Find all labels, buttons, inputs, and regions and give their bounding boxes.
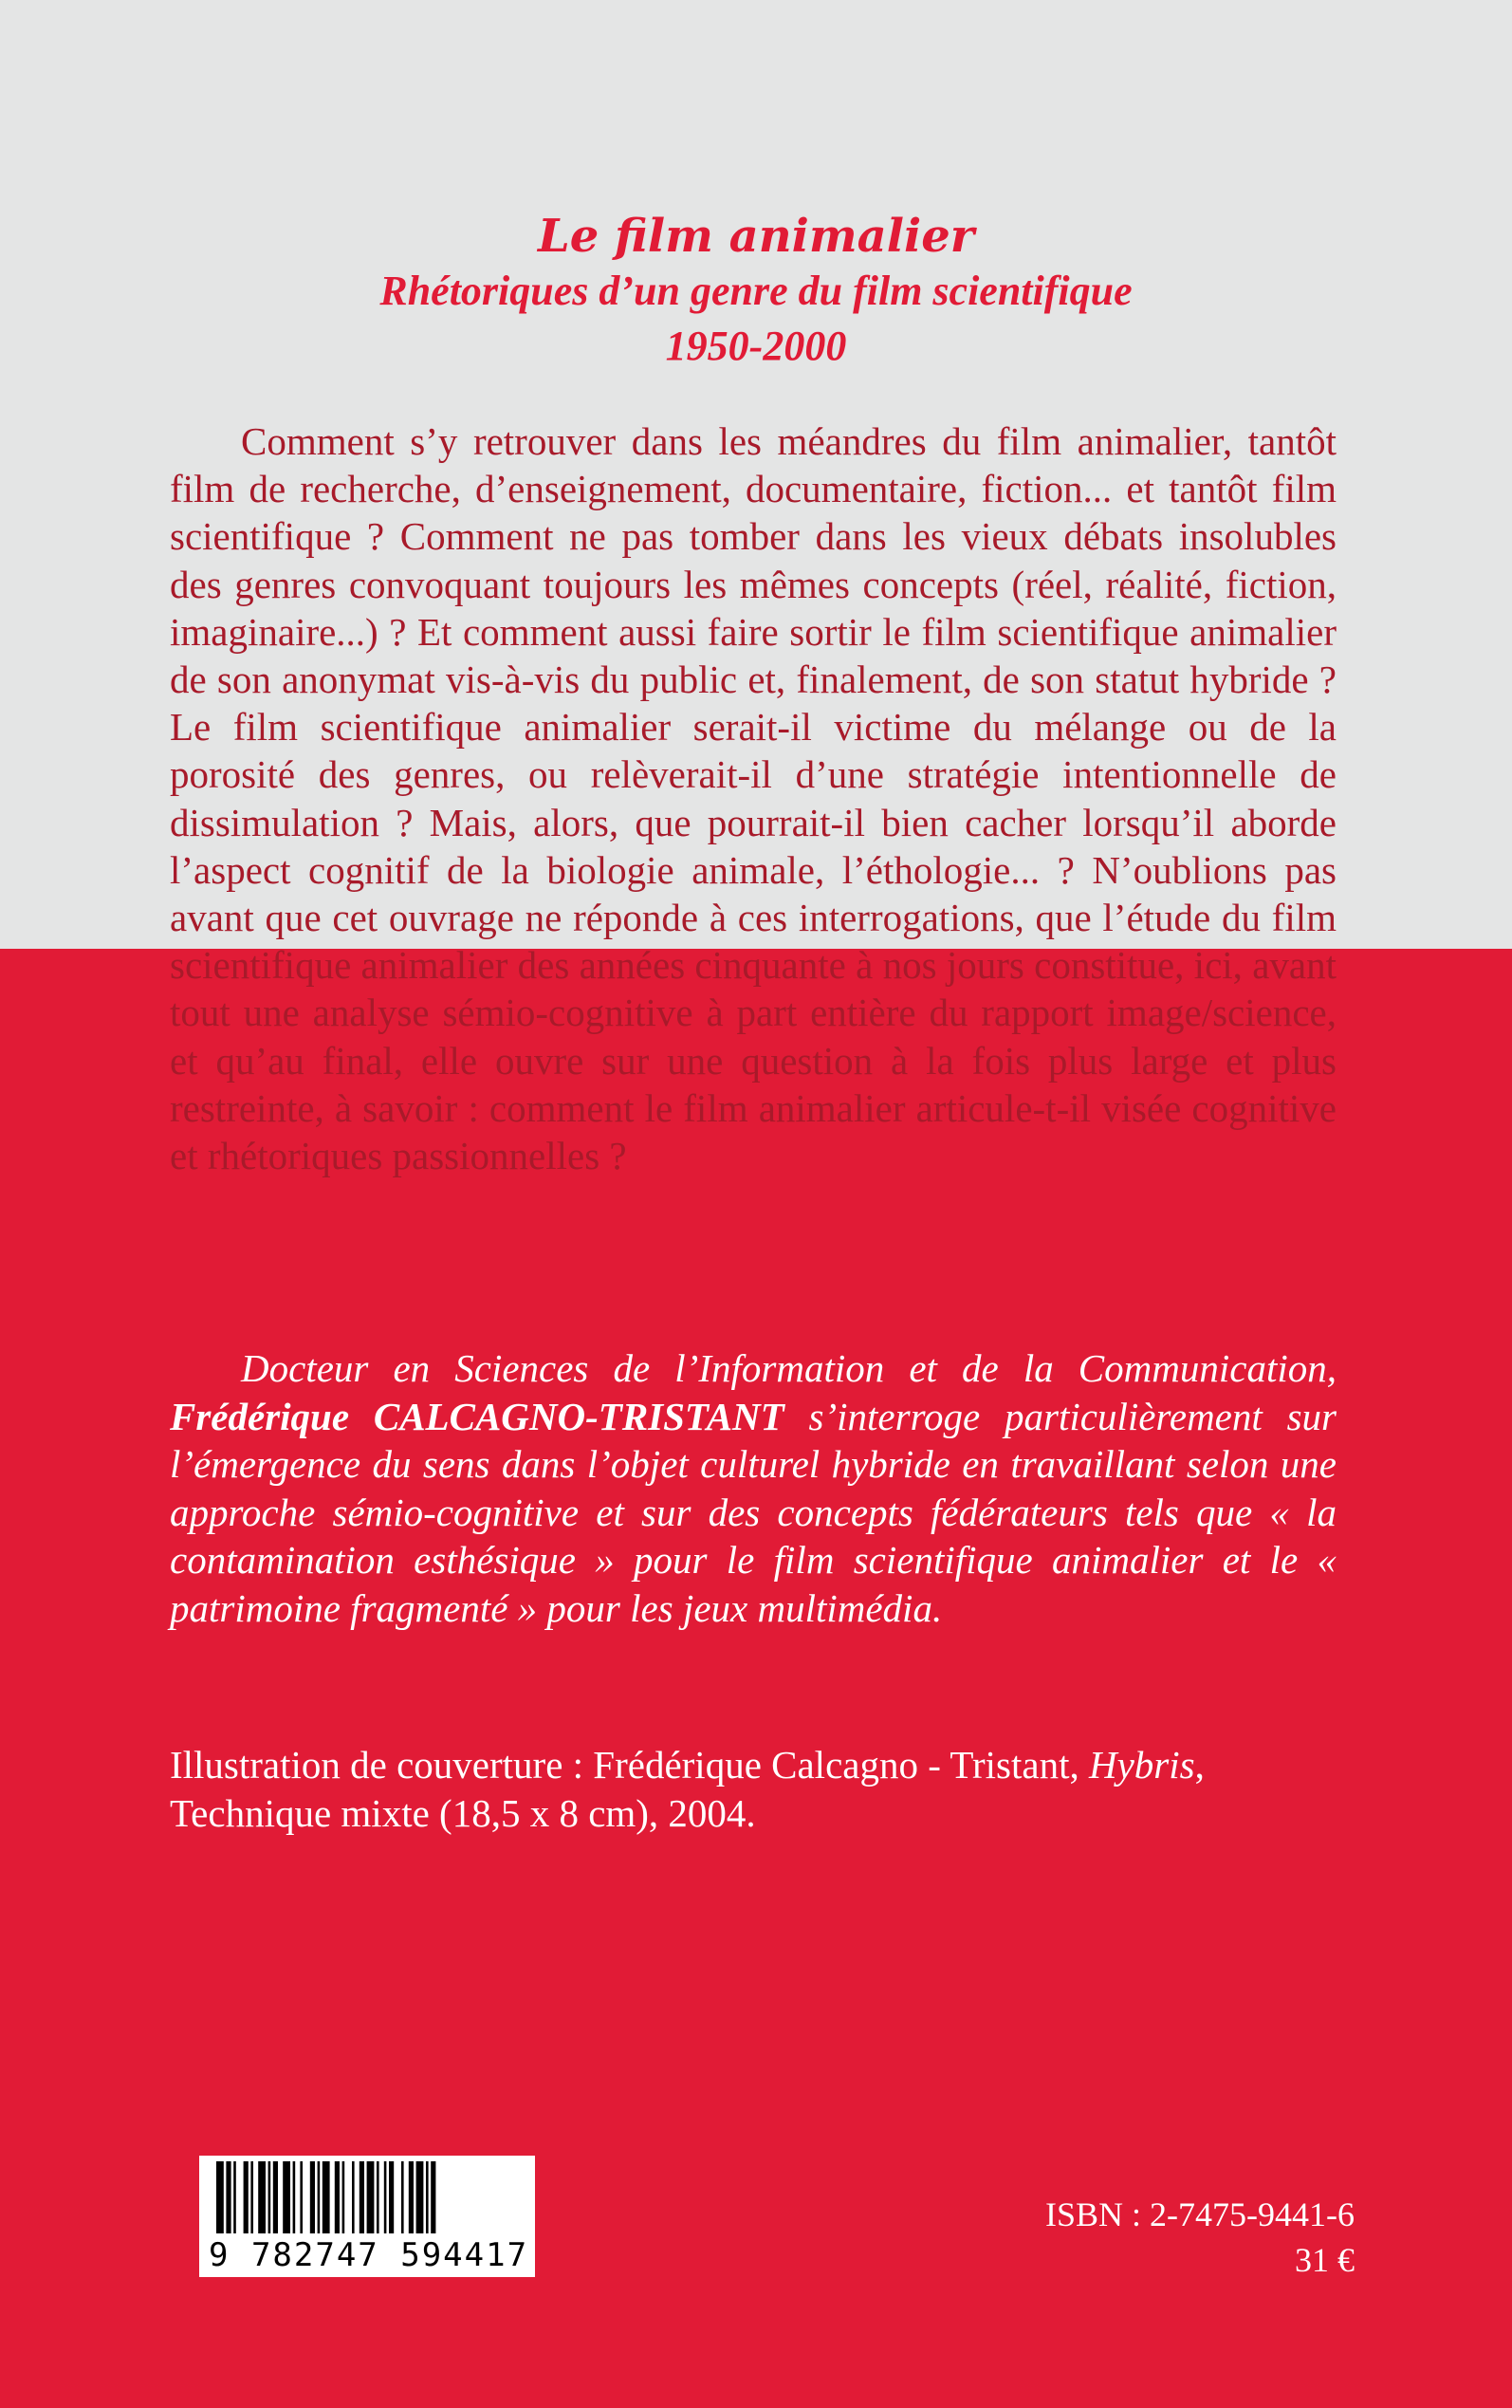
barcode-digits: 9 782747 594417 bbox=[209, 2233, 535, 2277]
back-cover-blurb: Comment s’y retrouver dans les méandres du film animalier, tantôt film de recherche, d’enseignement, documentaire, fiction... et tantôt film scientifique ? Comment ne pas tomber dans les vieux débats insolubles des genres convoquant toujours les mêmes concepts (réel, réalité, fiction, imaginaire...) ? Et comment aussi faire sortir le film scientifique animalier de son anonymat vis-à-vis du public et, finalement, de son statut hybride ? Le film scientifique animalier serait-il victime du mélange ou de la porosité des genres, ou relèverait-il d’une stratégie intentionnelle de dissimulation ? Mais, alors, que pourrait-il bien cacher lorsqu’il aborde l’aspect cognitif de la biologie animale, l’éthologie... ? N’oublions pas avant que cet ouvrage ne réponde à ces interrogations, que l’étude du film scientifique animalier des années cinquante à nos jours constitue, ici, avant tout une analyse sémio-cognitive à part entière du rapport image/science, et qu’au final, elle ouvre sur une question à la fois plus large et plus restreinte, à savoir : comment le film animalier articule-t-il visée cognitive et rhétoriques passionnelles ? bbox=[170, 419, 1337, 1178]
illustration-prefix: Illustration de couverture : Frédérique Calcagno - Tristant, bbox=[170, 1743, 1079, 1787]
title-block bbox=[0, 209, 1512, 374]
price: 31 € bbox=[1295, 2241, 1355, 2279]
bio-intro: Docteur en Sciences de l’Information et de la Communication, bbox=[241, 1346, 1337, 1390]
bio-text: s’interroge particulièrement sur l’émergence du sens dans l’objet culturel hybride en travaillant selon une approche sémio-cognitive et sur des concepts fédérateurs tels que « la contamination esthésique » pour le film scientifique animalier et le « patrimoine fragmenté » pour les jeux multimédia. bbox=[170, 1394, 1337, 1630]
barcode bbox=[199, 2156, 535, 2277]
illustration-work-title: Hybris bbox=[1088, 1743, 1195, 1787]
isbn: ISBN : 2-7475-9441-6 bbox=[1045, 2195, 1355, 2233]
book-subtitle: Rhétoriques d’un genre du film scientifique bbox=[379, 268, 1133, 314]
author-name: Frédérique CALCAGNO-TRISTANT bbox=[170, 1394, 784, 1438]
author-bio bbox=[170, 1344, 1337, 1632]
illustration-credit bbox=[170, 1741, 1337, 1837]
illustration-suffix: , Technique mixte (18,5 x 8 cm), 2004. bbox=[170, 1743, 1205, 1835]
book-years: 1950-2000 bbox=[665, 323, 847, 369]
book-title: Le film animalier bbox=[537, 210, 975, 263]
